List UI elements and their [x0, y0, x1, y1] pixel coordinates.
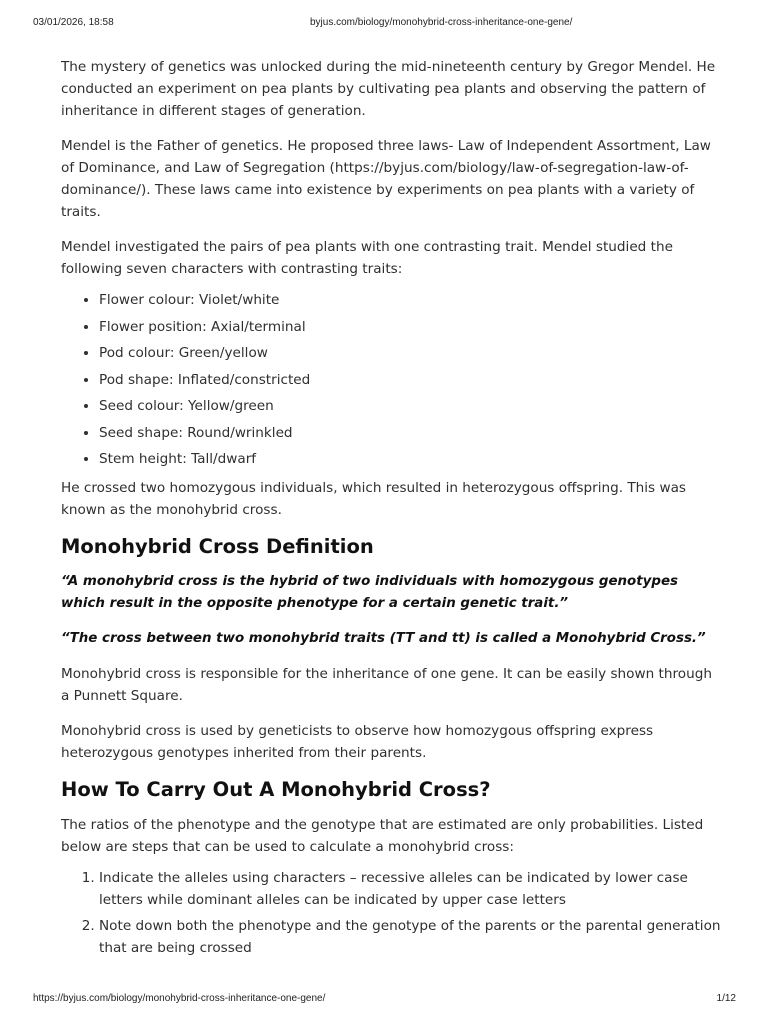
- definition-paragraph-2: Monohybrid cross is used by geneticists to observe how homozygous offspring express heterozygous genotypes inherited from their parents.: [61, 723, 654, 761]
- definition-quote-1: “A monohybrid cross is the hybrid of two individuals with homozygous genotypes which result in the opposite phenotype for a certain genetic trait.”: [61, 574, 679, 611]
- list-item: • Pod shape: Inflated/constricted: [99, 369, 721, 391]
- section-heading-how-to: How To Carry Out A Monohybrid Cross?: [61, 778, 491, 801]
- print-header: [0, 17, 768, 31]
- definition-quote-2: “The cross between two monohybrid traits (TT and tt) is called a Monohybrid Cross.”: [61, 631, 706, 646]
- intro-paragraph-2: Mendel is the Father of genetics. He proposed three laws- Law of Independent Assortment, Law of Dominance, and Law of Segregation (https://byjus.com/biology/law-of-segregation-law-of-dominance/). These laws came into existence by experiments on pea plants with a variety of traits.: [61, 138, 711, 220]
- list-item: • Seed shape: Round/wrinkled: [99, 422, 721, 444]
- print-footer-url: https://byjus.com/biology/monohybrid-cross-inheritance-one-gene/: [33, 993, 326, 1004]
- how-to-paragraph: The ratios of the phenotype and the genotype that are estimated are only probabilities. Listed below are steps that can be used to calculate a monohybrid cross:: [61, 817, 704, 855]
- intro-paragraph-1: The mystery of genetics was unlocked during the mid-nineteenth century by Gregor Mendel. He conducted an experiment on pea plants by cultivating pea plants and observing the pattern of inheritance in different stages of generation.: [61, 59, 716, 119]
- list-item: • Flower colour: Violet/white: [99, 289, 721, 311]
- list-item: 2. Note down both the phenotype and the genotype of the parents or the parental generation that are being crossed: [99, 915, 721, 959]
- intro-paragraph-3: Mendel investigated the pairs of pea plants with one contrasting trait. Mendel studied the following seven characters with contrasting traits:: [61, 239, 673, 277]
- traits-list: [61, 289, 721, 470]
- list-item: • Stem height: Tall/dwarf: [99, 448, 721, 470]
- list-item: • Flower position: Axial/terminal: [99, 316, 721, 338]
- print-header-url: byjus.com/biology/monohybrid-cross-inheritance-one-gene/: [310, 17, 573, 28]
- after-traits-paragraph: He crossed two homozygous individuals, which resulted in heterozygous offspring. This was known as the monohybrid cross.: [61, 480, 686, 518]
- article-content: [61, 56, 721, 966]
- section-heading-definition: Monohybrid Cross Definition: [61, 535, 374, 558]
- list-item: • Pod colour: Green/yellow: [99, 342, 721, 364]
- definition-paragraph-1: Monohybrid cross is responsible for the inheritance of one gene. It can be easily shown through a Punnett Square.: [61, 666, 712, 704]
- steps-list: [61, 867, 721, 959]
- list-item: • Seed colour: Yellow/green: [99, 395, 721, 417]
- page-number: 1/12: [716, 993, 736, 1004]
- list-item: 1. Indicate the alleles using characters – recessive alleles can be indicated by lower case letters while dominant alleles can be indicated by upper case letters: [99, 867, 721, 911]
- print-footer: [0, 993, 768, 1007]
- print-datetime: 03/01/2026, 18:58: [33, 17, 114, 28]
